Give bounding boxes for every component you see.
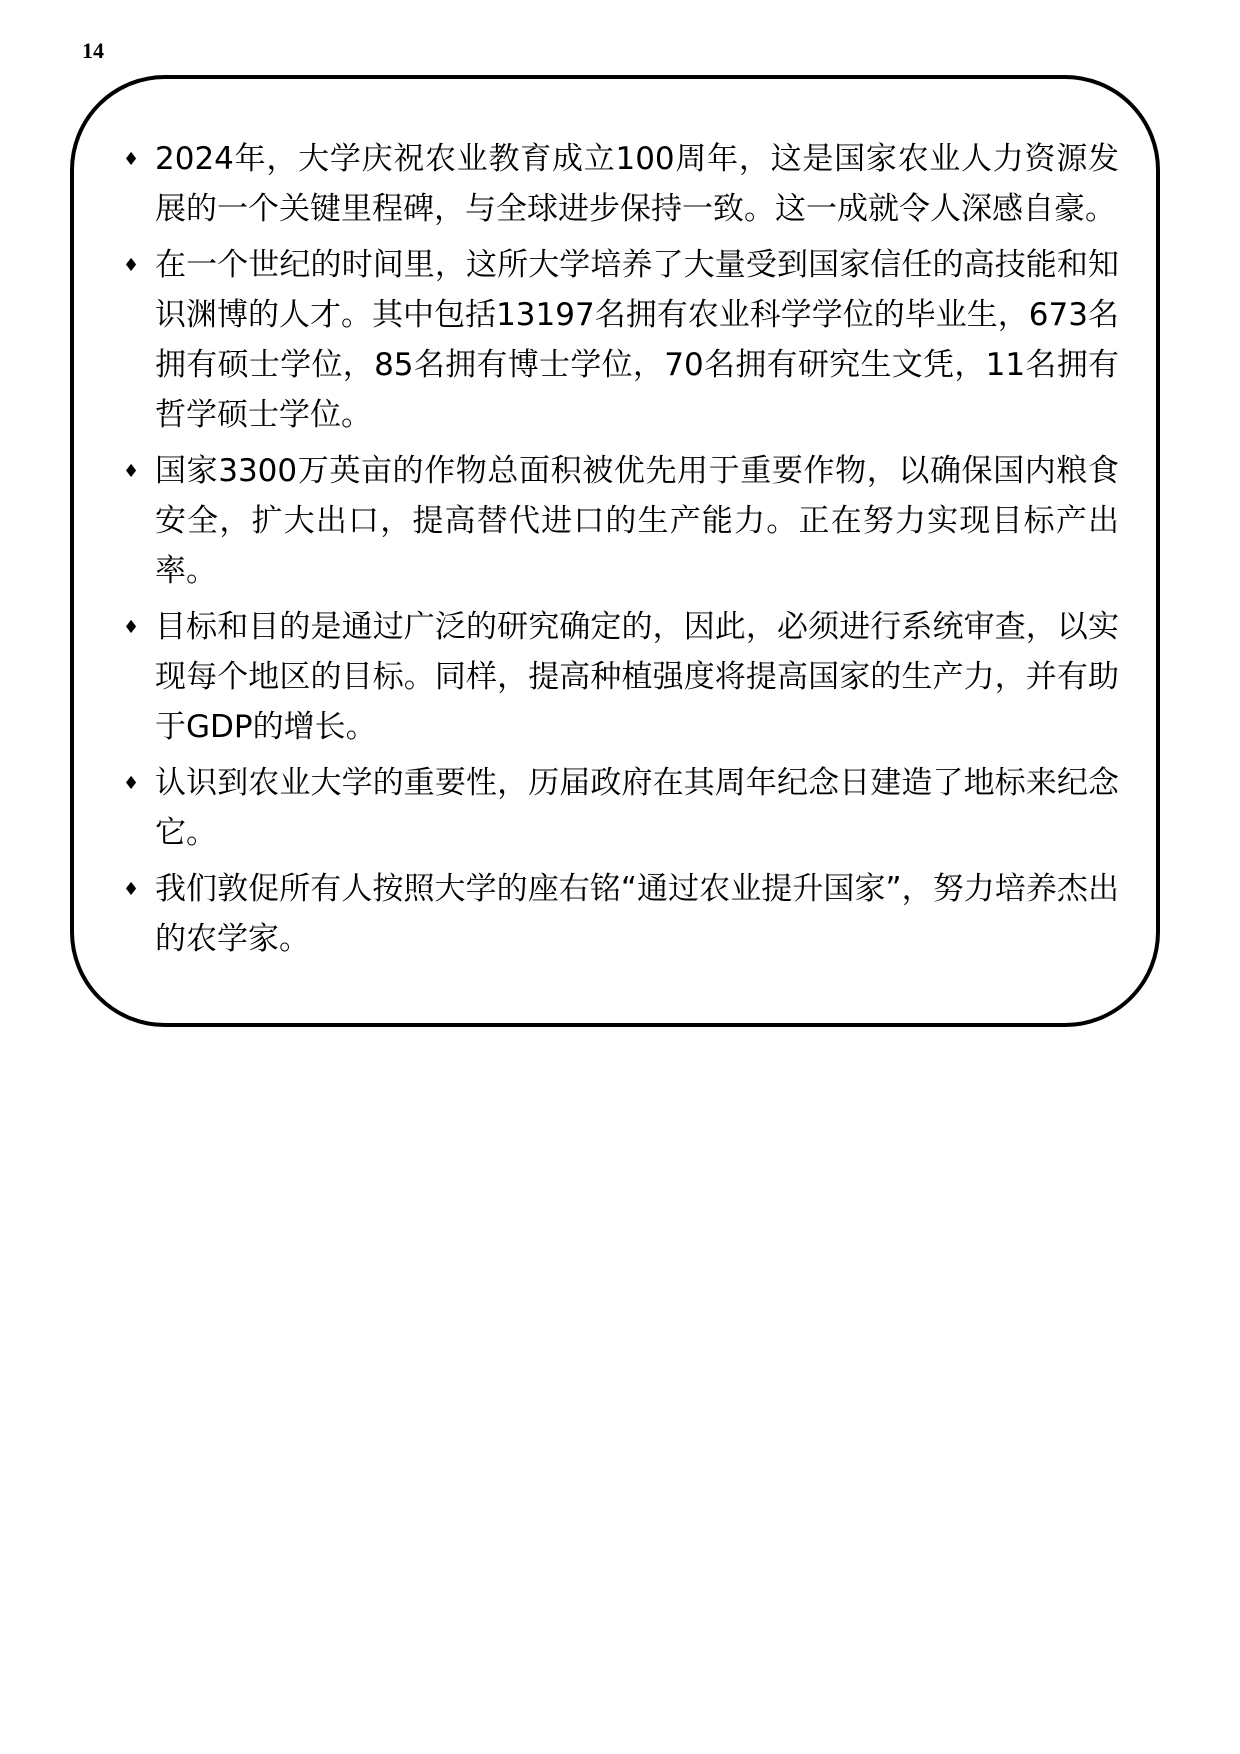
list-item (119, 864, 1119, 964)
page-number: 14 (82, 38, 104, 63)
list-item (119, 602, 1119, 752)
diamond-bullet-icon: ♦ (123, 255, 140, 276)
bullet-list (119, 134, 1119, 970)
diamond-bullet-icon: ♦ (123, 617, 140, 638)
list-item (119, 758, 1119, 858)
diamond-bullet-icon: ♦ (123, 461, 140, 482)
diamond-bullet-icon: ♦ (123, 773, 140, 794)
list-item (119, 446, 1119, 596)
diamond-bullet-icon: ♦ (123, 149, 140, 170)
list-item (119, 240, 1119, 440)
bullet-text: 我们敦促所有人按照大学的座右铭“通过农业提升国家”，努力培养杰出的农学家。 (155, 871, 1119, 957)
bullet-text: 国家3300万英亩的作物总面积被优先用于重要作物，以确保国内粮食安全，扩大出口，提高替代进口的生产能力。正在努力实现目标产出率。 (155, 453, 1119, 589)
bullet-text: 在一个世纪的时间里，这所大学培养了大量受到国家信任的高技能和知识渊博的人才。其中包括13197名拥有农业科学学位的毕业生，673名拥有硕士学位，85名拥有博士学位，70名拥有研究生文凭，11名拥有哲学硕士学位。 (155, 247, 1119, 433)
bullet-text: 目标和目的是通过广泛的研究确定的，因此，必须进行系统审查，以实现每个地区的目标。同样，提高种植强度将提高国家的生产力，并有助于GDP的增长。 (155, 609, 1119, 745)
list-item (119, 134, 1119, 234)
bullet-text: 2024年，大学庆祝农业教育成立100周年，这是国家农业人力资源发展的一个关键里程碑，与全球进步保持一致。这一成就令人深感自豪。 (155, 141, 1119, 227)
bullet-text: 认识到农业大学的重要性，历届政府在其周年纪念日建造了地标来纪念它。 (155, 765, 1119, 851)
diamond-bullet-icon: ♦ (123, 879, 140, 900)
rounded-bullet-box (70, 75, 1160, 1027)
